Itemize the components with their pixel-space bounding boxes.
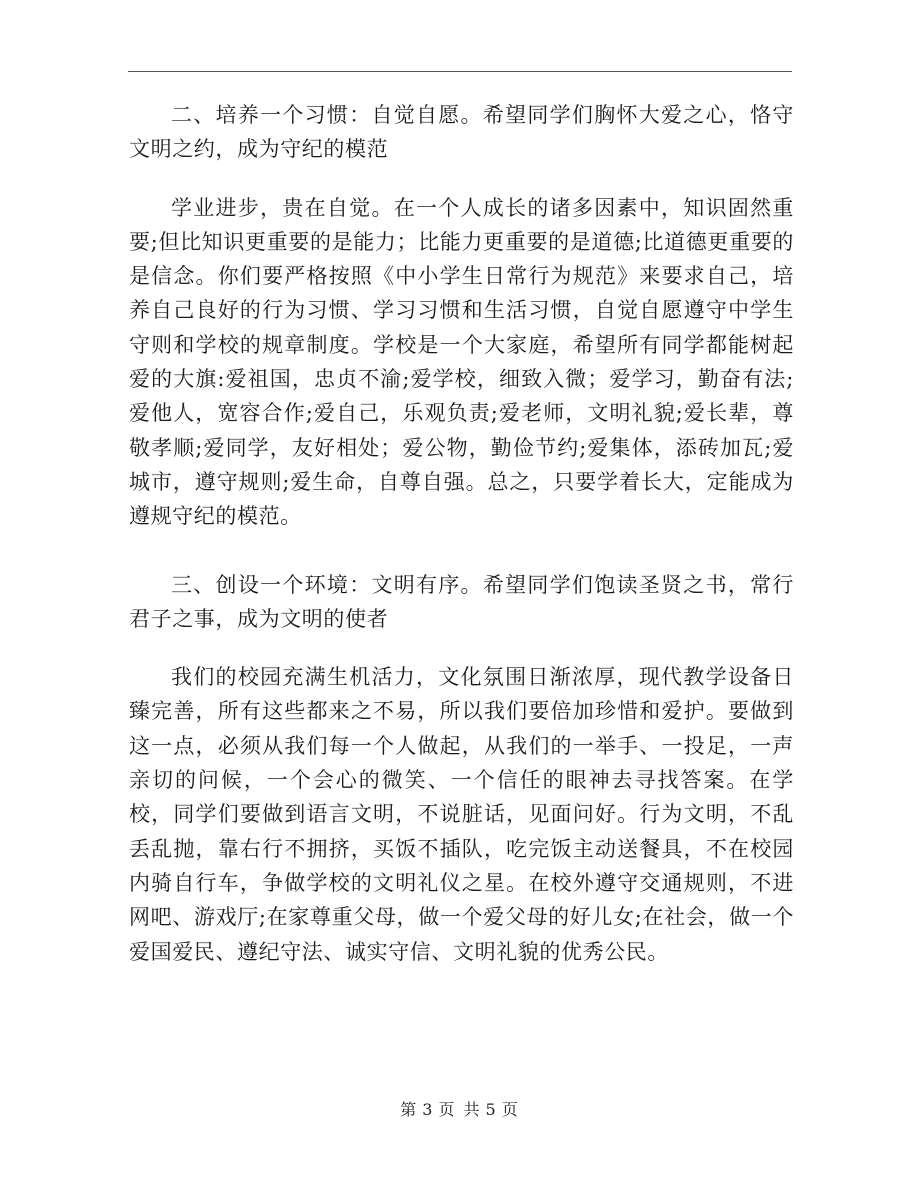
page-footer — [0, 1097, 920, 1120]
section-heading-environment: 三、创设一个环境：文明有序。希望同学们饱读圣贤之书，常行君子之事，成为文明的使者 — [129, 572, 794, 631]
footer-middle: 页 共 — [438, 1100, 482, 1119]
paragraph-habit-body: 学业进步，贵在自觉。在一个人成长的诸多因素中，知识固然重要;但比知识更重要的是能力；比能力更重要的是道德;比道德更重要的是信念。你们要严格按照《中小学生日常行为规范》来要求自己，培养自己良好的行为习惯、学习习惯和生活习惯，自觉自愿遵守中学生守则和学校的规章制度。学校是一个大家庭，希望所有同学都能树起爱的大旗:爱祖国，忠贞不渝;爱学校，细致入微；爱学习，勤奋有法;爱他人，宽容合作;爱自己，乐观负责;爱老师，文明礼貌;爱长辈，尊敬孝顺;爱同学，友好相处；爱公物，勤俭节约;爱集体，添砖加瓦;爱城市，遵守规则;爱生命，自尊自强。总之，只要学着长大，定能成为遵规守纪的模范。 — [129, 195, 794, 529]
paragraph-environment-body: 我们的校园充满生机活力，文化氛围日渐浓厚，现代教学设备日臻完善，所有这些都来之不易，所以我们要倍加珍惜和爱护。要做到这一点，必须从我们每一个人做起，从我们的一举手、一投足，一声亲切的问候，一个会心的微笑、一个信任的眼神去寻找答案。在学校，同学们要做到语言文明，不说脏话，见面问好。行为文明，不乱丢乱抛，靠右行不拥挤，买饭不插队，吃完饭主动送餐具，不在校园内骑自行车，争做学校的文明礼仪之星。在校外遵守交通规则，不进网吧、游戏厅;在家尊重父母，做一个爱父母的好儿女;在社会，做一个爱国爱民、遵纪守法、诚实守信、文明礼貌的优秀公民。 — [129, 665, 794, 964]
footer-prefix: 第 — [400, 1100, 419, 1119]
footer-current-page: 3 — [422, 1100, 435, 1119]
document-body — [129, 98, 794, 969]
footer-suffix: 页 — [501, 1100, 520, 1119]
footer-total-pages: 5 — [485, 1100, 498, 1119]
header-rule — [128, 71, 792, 72]
section-heading-habit: 二、培养一个习惯：自觉自愿。希望同学们胸怀大爱之心，恪守文明之约，成为守纪的模范 — [129, 103, 794, 162]
